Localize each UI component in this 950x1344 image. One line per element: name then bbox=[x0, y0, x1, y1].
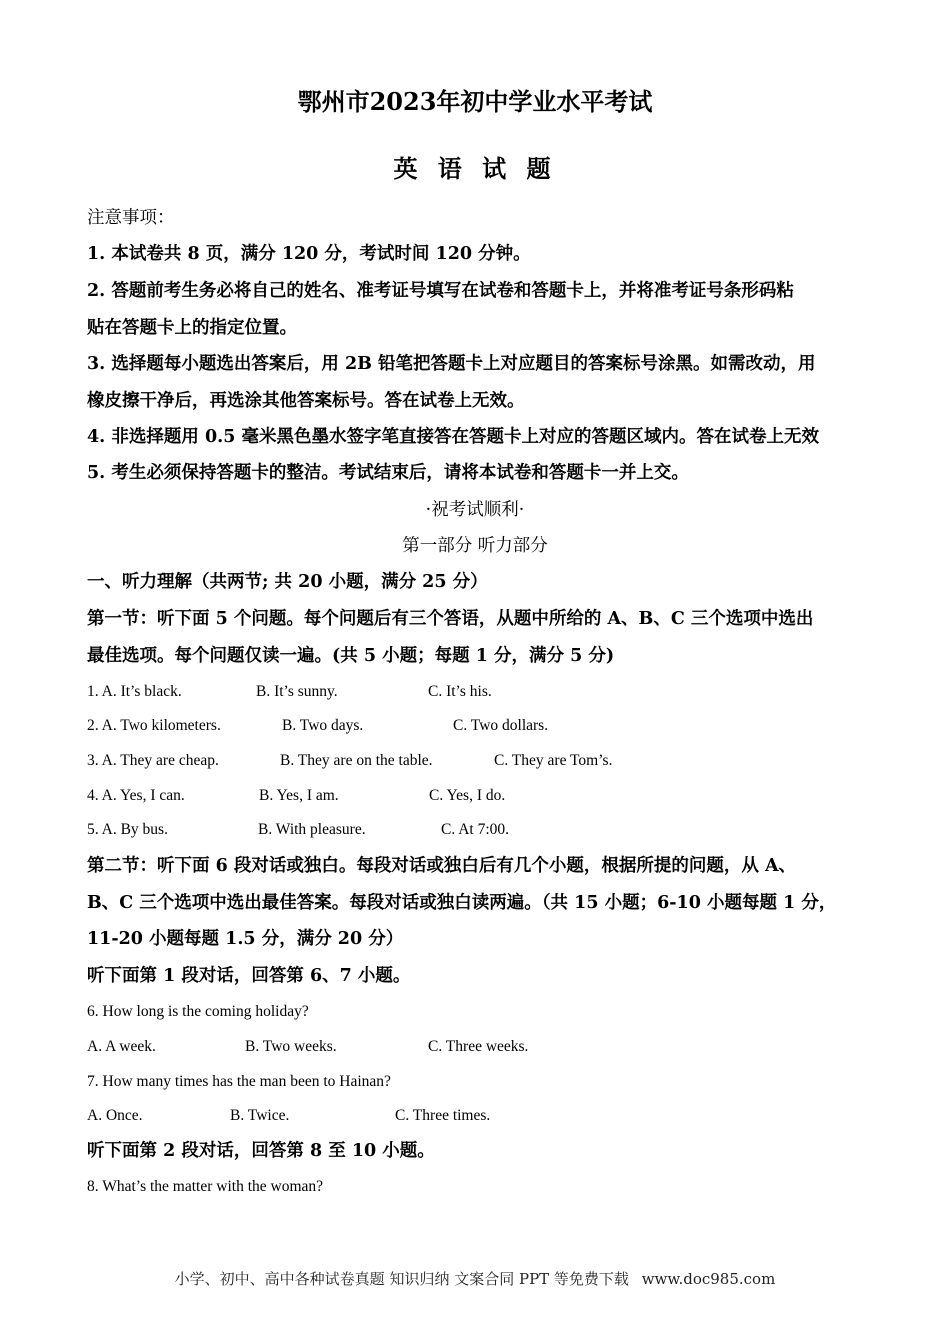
q7-option-b: B. Twice. bbox=[230, 1107, 290, 1124]
section1-heading: 一、听力理解（共两节; 共 20 小题，满分 25 分） bbox=[87, 572, 488, 592]
part1-title: 第一部分 听力部分 bbox=[402, 536, 548, 556]
q6-option-c: C. Three weeks. bbox=[428, 1038, 529, 1055]
notice-line: 2. 答题前考生务必将自己的姓名、准考证号填写在试卷和答题卡上，并将准考证号条形码粘 bbox=[87, 281, 794, 301]
q4-option-a: 4. A. Yes, I can. bbox=[87, 787, 185, 804]
q3-option-a: 3. A. They are cheap. bbox=[87, 752, 219, 769]
q6-option-b: B. Two weeks. bbox=[245, 1038, 337, 1055]
q8-stem: 8. What’s the matter with the woman? bbox=[87, 1178, 324, 1195]
q7-option-a: A. Once. bbox=[87, 1107, 143, 1124]
q1-option-b: B. It’s sunny. bbox=[256, 683, 338, 700]
exam-subtitle: 英 语 试 题 bbox=[393, 154, 557, 183]
q5-option-b: B. With pleasure. bbox=[258, 821, 366, 838]
q2-option-b: B. Two days. bbox=[282, 717, 364, 734]
notice-heading: 注意事项： bbox=[87, 208, 175, 228]
q1-option-c: C. It’s his. bbox=[428, 683, 492, 700]
sec2-instruction: 11-20 小题每题 1.5 分，满分 20 分） bbox=[87, 929, 404, 949]
footer-text: 小学、初中、高中各种试卷真题 知识归纳 文案合同 PPT 等免费下载 bbox=[174, 1270, 629, 1288]
q7-stem: 7. How many times has the man been to Hainan? bbox=[87, 1073, 391, 1090]
q7-option-c: C. Three times. bbox=[395, 1107, 491, 1124]
q6-option-a: A. A week. bbox=[87, 1038, 156, 1055]
notice-line: 贴在答题卡上的指定位置。 bbox=[87, 318, 297, 338]
q2-option-c: C. Two dollars. bbox=[453, 717, 549, 734]
sec2-instruction: 第二节：听下面 6 段对话或独白。每段对话或独白后有几个小题，根据所提的问题，从 A、 bbox=[87, 856, 797, 876]
q2-option-a: 2. A. Two kilometers. bbox=[87, 717, 221, 734]
notice-line: 4. 非选择题用 0.5 毫米黑色墨水签字笔直接答在答题卡上对应的答题区域内。答在试卷上无效 bbox=[87, 427, 819, 447]
notice-line: 1. 本试卷共 8 页，满分 120 分，考试时间 120 分钟。 bbox=[87, 244, 531, 264]
notice-line: 橡皮擦干净后，再选涂其他答案标号。答在试卷上无效。 bbox=[87, 391, 525, 411]
q3-option-b: B. They are on the table. bbox=[280, 752, 433, 769]
q3-option-c: C. They are Tom’s. bbox=[494, 752, 613, 769]
sec1-instruction: 最佳选项。每个问题仅读一遍。(共 5 小题；每题 1 分，满分 5 分) bbox=[87, 646, 615, 666]
footer-url[interactable]: www.doc985.com bbox=[641, 1270, 776, 1288]
q1-option-a: 1. A. It’s black. bbox=[87, 683, 182, 700]
footer bbox=[0, 1268, 950, 1289]
q4-option-c: C. Yes, I do. bbox=[429, 787, 506, 804]
notice-line: 3. 选择题每小题选出答案后，用 2B 铅笔把答题卡上对应题目的答案标号涂黑。如需改动，用 bbox=[87, 354, 816, 374]
q6-stem: 6. How long is the coming holiday? bbox=[87, 1003, 309, 1020]
dialog2-instruction: 听下面第 2 段对话，回答第 8 至 10 小题。 bbox=[87, 1141, 435, 1161]
dialog1-instruction: 听下面第 1 段对话，回答第 6、7 小题。 bbox=[87, 966, 411, 986]
notice-line: 5. 考生必须保持答题卡的整洁。考试结束后，请将本试卷和答题卡一并上交。 bbox=[87, 463, 689, 483]
exam-title: 鄂州市2023年初中学业水平考试 bbox=[297, 87, 653, 116]
blessing: ·祝考试顺利· bbox=[425, 500, 525, 520]
q4-option-b: B. Yes, I am. bbox=[259, 787, 339, 804]
sec2-instruction: B、C 三个选项中选出最佳答案。每段对话或独白读两遍。（共 15 小题；6-10 小题每题 1 分， bbox=[87, 893, 837, 913]
q5-option-a: 5. A. By bus. bbox=[87, 821, 168, 838]
sec1-instruction: 第一节：听下面 5 个问题。每个问题后有三个答语，从题中所给的 A、B、C 三个选项中选出 bbox=[87, 609, 814, 629]
q5-option-c: C. At 7:00. bbox=[441, 821, 510, 838]
